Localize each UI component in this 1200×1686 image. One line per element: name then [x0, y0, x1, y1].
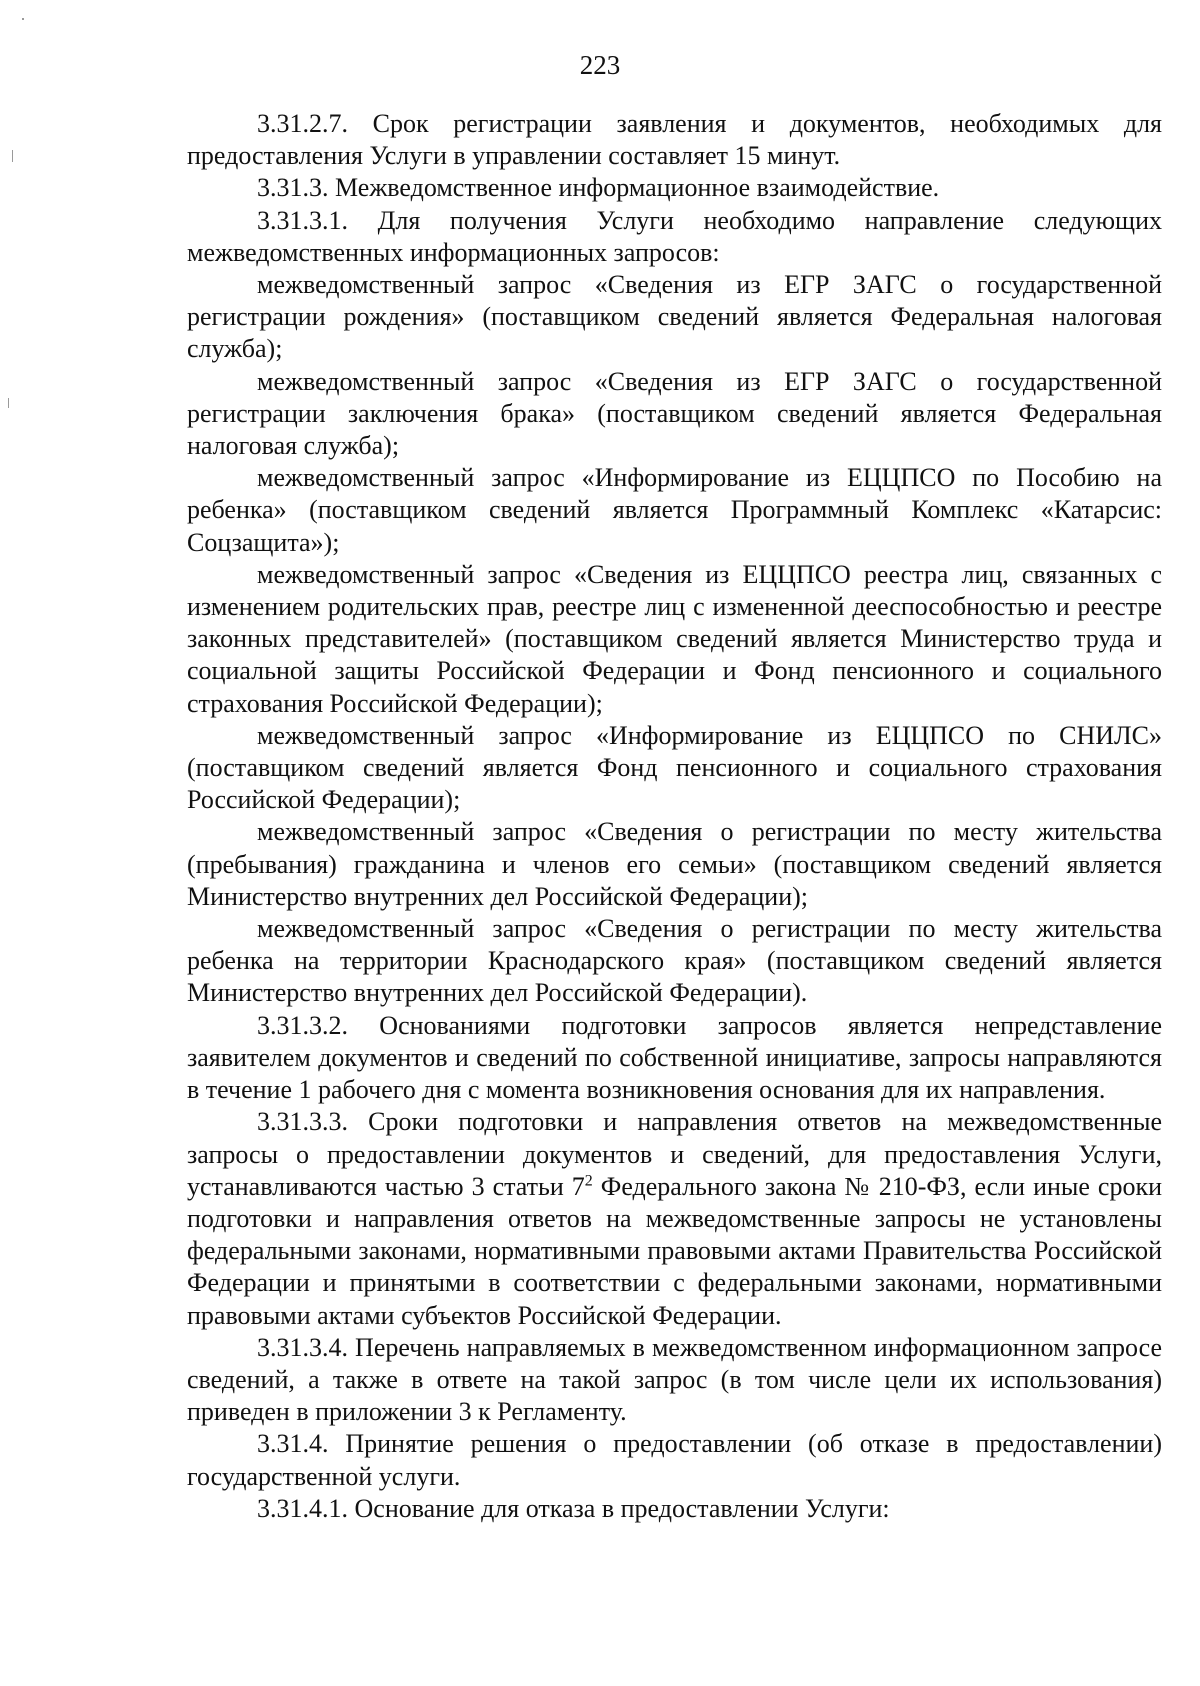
article-superscript: 2 [584, 1172, 593, 1190]
paragraph-3-31-4: 3.31.4. Принятие решения о предоставлении (об отказе в предоставлении) государственной услуги. [187, 1429, 1162, 1491]
request-item-snils: межведомственный запрос «Информирование из ЕЦЦПСО по СНИЛС» (поставщиком сведений является Фонд пенсионного и социального страхования Российской Федерации); [187, 720, 1162, 815]
paragraph-3-31-2-7: 3.31.2.7. Срок регистрации заявления и документов, необходимых для предоставления Услуги в управлении составляет 15 минут. [187, 109, 1162, 171]
paragraph-3-31-3-1: 3.31.3.1. Для получения Услуги необходимо направление следующих межведомственных информационных запросов: [187, 205, 1162, 267]
paragraph-3-31-3: 3.31.3. Межведомственное информационное взаимодействие. [257, 173, 940, 203]
page-number: 223 [579, 50, 621, 80]
scan-mark-left-2 [8, 398, 9, 408]
scan-mark-top-left [22, 18, 24, 20]
paragraph-3-31-3-3-part2: Федерального закона № 210-ФЗ, если иные сроки подготовки и направления ответов на межведомственные запросы не установлены федеральными законами, нормативными правовыми актами Правительства Российской Федерации и принятыми в соответствии с федеральными законами, нормативными правовыми актами субъектов Российской Федерации. [187, 1171, 1162, 1330]
paragraph-3-31-4-1: 3.31.4.1. Основание для отказа в предоставлении Услуги: [257, 1493, 890, 1523]
paragraph-3-31-3-2: 3.31.3.2. Основаниями подготовки запросов является непредставление заявителем документов и сведений по собственной инициативе, запросы направляются в течение 1 рабочего дня с момента возникновения основания для их направления. [187, 1010, 1162, 1105]
request-item-birth: межведомственный запрос «Сведения из ЕГР ЗАГС о государственной регистрации рождения» (поставщиком сведений является Федеральная налоговая служба); [187, 270, 1162, 364]
request-item-parental-rights: межведомственный запрос «Сведения из ЕЦЦПСО реестра лиц, связанных с изменением родительских прав, реестре лиц с измененной дееспособностью и реестре законных представителей» (поставщиком сведений является Министерство труда и социальной защиты Российской Федерации и Фонд пенсионного и социального страхования Российской Федерации); [187, 559, 1162, 718]
paragraph-3-31-3-3-part1: 3.31.3.3. Сроки подготовки и направления ответов на межведомственные запросы о предоставлении документов и сведений, для предоставления Услуги, устанавливаются частью 3 статьи 7 [187, 1107, 1162, 1201]
scan-mark-left-1 [12, 150, 13, 162]
paragraph-3-31-3-3 [187, 1106, 1162, 1331]
request-item-child-benefit: межведомственный запрос «Информирование из ЕЦЦПСО по Пособию на ребенка» (поставщиком сведений является Программный Комплекс «Катарсис: Соцзащита»); [187, 463, 1162, 557]
paragraph-3-31-3-4: 3.31.3.4. Перечень направляемых в межведомственном информационном запросе сведений, а также в ответе на такой запрос (в том числе цели их использования) приведен в приложении 3 к Регламенту. [187, 1332, 1162, 1427]
request-item-residence-family: межведомственный запрос «Сведения о регистрации по месту жительства (пребывания) гражданина и членов его семьи» (поставщиком сведений является Министерство внутренних дел Российской Федерации); [187, 817, 1162, 911]
request-item-marriage: межведомственный запрос «Сведения из ЕГР ЗАГС о государственной регистрации заключения брака» (поставщиком сведений является Федеральная налоговая служба); [187, 366, 1162, 461]
document-body [187, 108, 1162, 1525]
request-item-residence-child: межведомственный запрос «Сведения о регистрации по месту жительства ребенка на территории Краснодарского края» (поставщиком сведений является Министерство внутренних дел Российской Федерации). [187, 914, 1162, 1008]
